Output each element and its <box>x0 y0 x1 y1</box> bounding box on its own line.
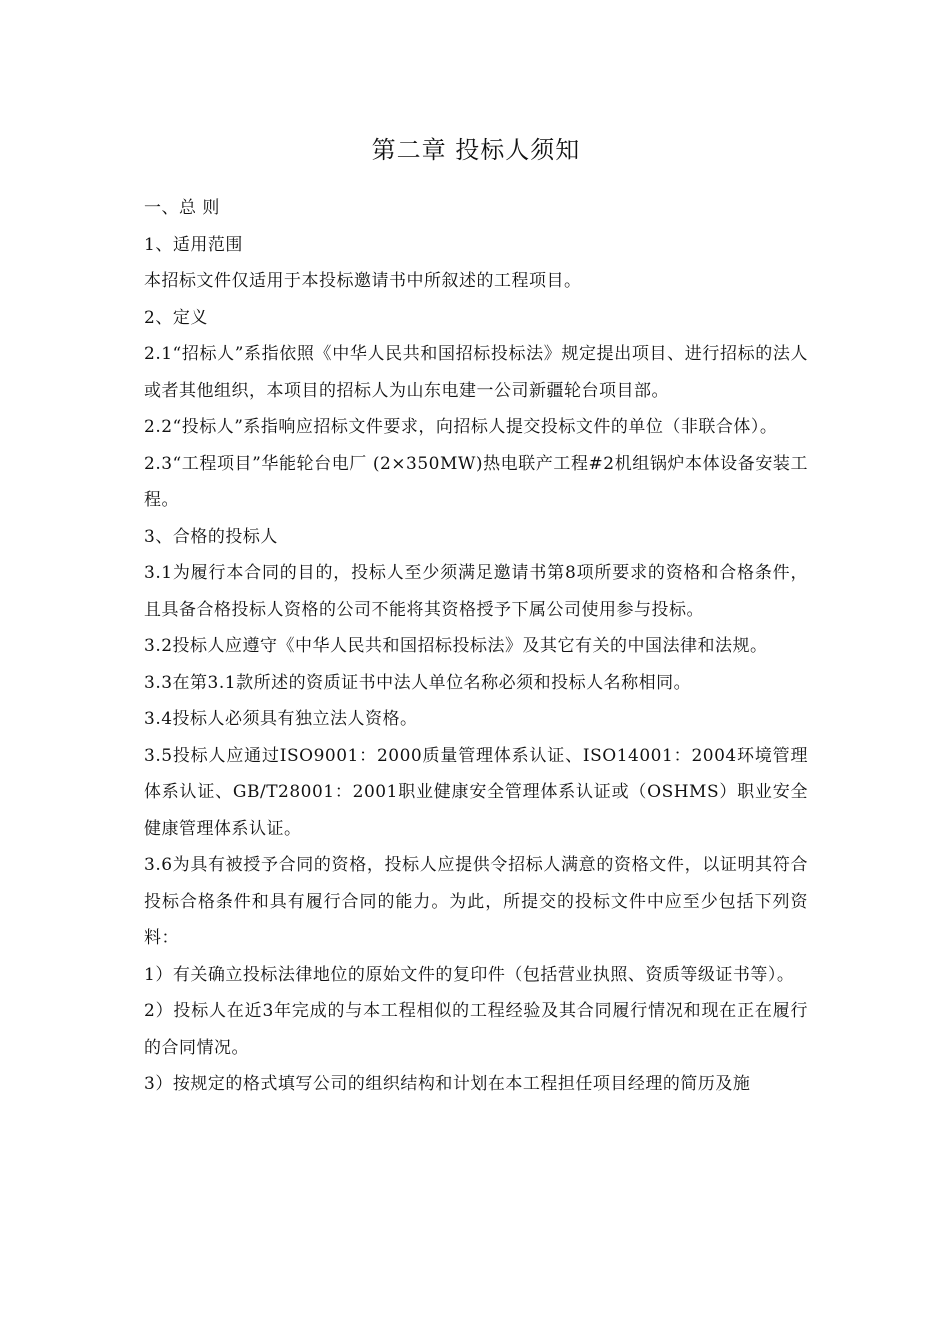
paragraph: 2、定义 <box>144 307 208 328</box>
paragraph: 3.5投标人应通过ISO9001：2000质量管理体系认证、ISO14001：2004环境管理体系认证、GB/T28001：2001职业健康安全管理体系认证或（OSHMS）职业安全健康管理体系认证。 <box>144 745 808 839</box>
paragraph: 2）投标人在近3年完成的与本工程相似的工程经验及其合同履行情况和现在正在履行的合同情况。 <box>144 1001 808 1058</box>
paragraph: 3.6为具有被授予合同的资格，投标人应提供令招标人满意的资格文件，以证明其符合投标合格条件和具有履行合同的能力。为此，所提交的投标文件中应至少包括下列资料： <box>144 855 808 948</box>
paragraph: 本招标文件仅适用于本投标邀请书中所叙述的工程项目。 <box>144 271 582 291</box>
paragraph: 3.1为履行本合同的目的，投标人至少须满足邀请书第8项所要求的资格和合格条件，且具备合格投标人资格的公司不能将其资格授予下属公司使用参与投标。 <box>144 563 808 620</box>
paragraph: 3.4投标人必须具有独立法人资格。 <box>144 709 418 729</box>
paragraph: 一、总 则 <box>144 198 220 218</box>
document-body <box>144 190 808 1103</box>
paragraph: 1）有关确立投标法律地位的原始文件的复印件（包括营业执照、资质等级证书等）。 <box>144 964 795 985</box>
paragraph: 1、适用范围 <box>144 234 243 255</box>
paragraph: 3、合格的投标人 <box>144 526 278 547</box>
paragraph: 2.3“工程项目”华能轮台电厂 (2×350MW)热电联产工程#2机组锅炉本体设备安装工程。 <box>144 453 808 510</box>
paragraph: 3）按规定的格式填写公司的组织结构和计划在本工程担任项目经理的简历及施 <box>144 1074 751 1094</box>
paragraph: 2.1“招标人”系指依照《中华人民共和国招标投标法》规定提出项目、进行招标的法人或者其他组织，本项目的招标人为山东电建一公司新疆轮台项目部。 <box>144 344 808 401</box>
paragraph: 2.2“投标人”系指响应招标文件要求，向招标人提交投标文件的单位（非联合体）。 <box>144 417 778 437</box>
paragraph: 3.3在第3.1款所述的资质证书中法人单位名称必须和投标人名称相同。 <box>144 672 692 693</box>
chapter-title: 第二章 投标人须知 <box>371 136 581 164</box>
paragraph: 3.2投标人应遵守《中华人民共和国招标投标法》及其它有关的中国法律和法规。 <box>144 636 768 656</box>
